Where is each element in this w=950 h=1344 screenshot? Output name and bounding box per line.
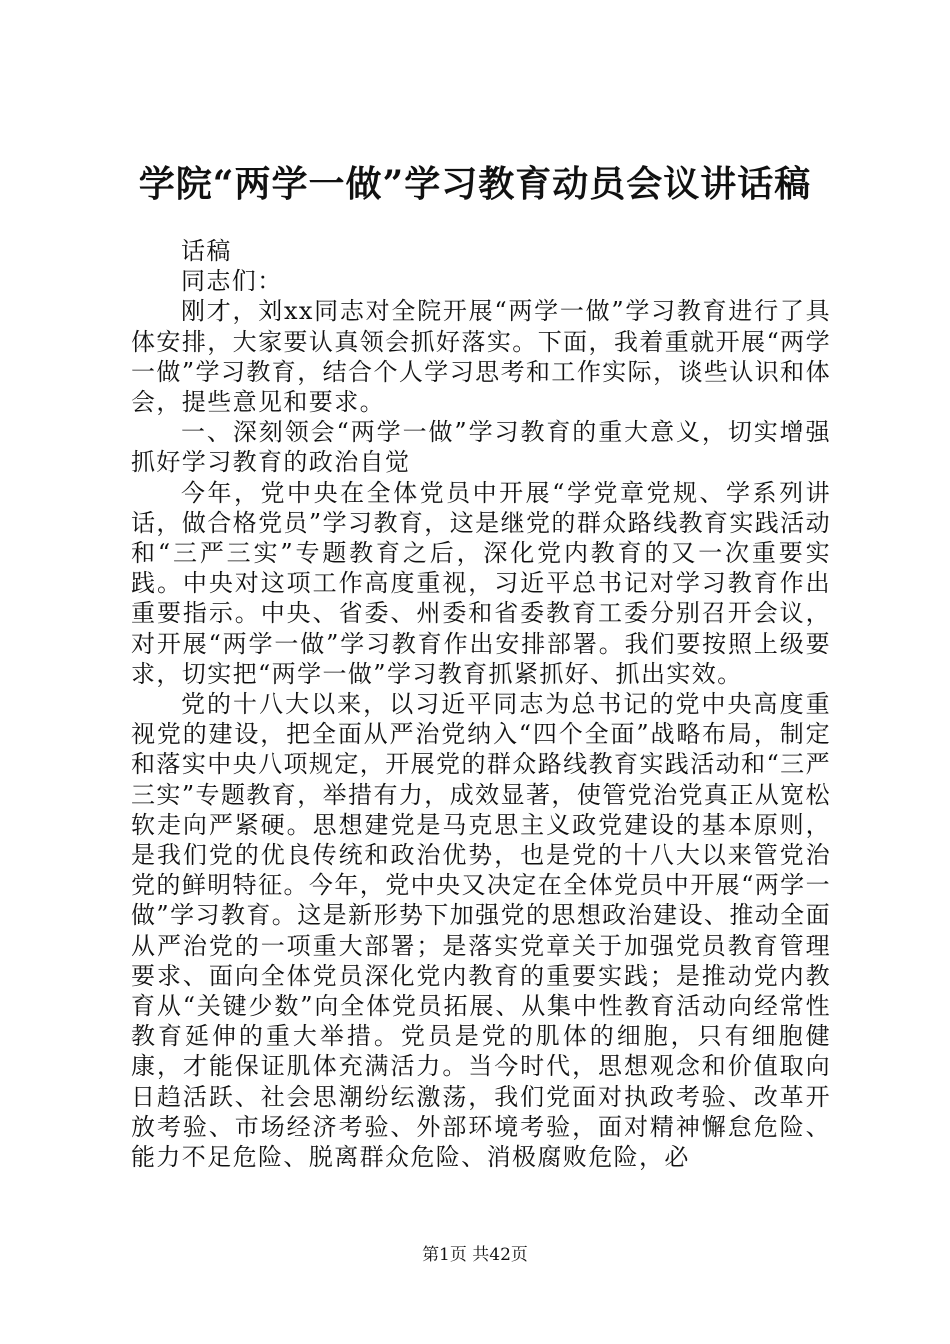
page-number-footer: 第1页 共42页: [422, 1245, 528, 1265]
section-heading-1: 一、深刻领会“两学一做”学习教育的重大意义，切实增强抓好学习教育的政治自觉: [131, 418, 831, 477]
paragraph-salutation: 同志们：: [181, 267, 283, 296]
paragraph-salutation-heading: 话稿: [181, 237, 232, 265]
paragraph-body: 今年，党中央在全体党员中开展“学党章党规、学系列讲话，做合格党员”学习教育，这是继党的群众路线教育实践活动和“三严三实”专题教育之后，深化党内教育的又一次重要实践。中央对这项工作高度重视，习近平总书记对学习教育作出重要指示。中央、省委、州委和省委教育工委分别召开会议，对开展“两学一做”学习教育作出安排部署。我们要按照上级要求，切实把“两学一做”学习教育抓紧抓好、抓出实效。: [131, 478, 831, 688]
document-body: [131, 236, 831, 1172]
document-title: 学院“两学一做”学习教育动员会议讲话稿: [138, 163, 812, 205]
paragraph-opening: 刚才，刘xx同志对全院开展“两学一做”学习教育进行了具体安排，大家要认真领会抓好落实。下面，我着重就开展“两学一做”学习教育，结合个人学习思考和工作实际，谈些认识和体会，提些意见和要求。: [131, 297, 831, 417]
paragraph-body: 党的十八大以来，以习近平同志为总书记的党中央高度重视党的建设，把全面从严治党纳入“四个全面”战略布局，制定和落实中央八项规定，开展党的群众路线教育实践活动和“三严三实”专题教育，举措有力，成效显著，使管党治党真正从宽松软走向严紧硬。思想建党是马克思主义政党建设的基本原则，是我们党的优良传统和政治优势，也是党的十八大以来管党治党的鲜明特征。今年，党中央又决定在全体党员中开展“两学一做”学习教育。这是新形势下加强党的思想政治建设、推动全面从严治党的一项重大部署；是落实党章关于加强党员教育管理要求、面向全体党员深化党内教育的重要实践；是推动党内教育从“关键少数”向全体党员拓展、从集中性教育活动向经常性教育延伸的重大举措。党员是党的肌体的细胞，只有细胞健康，才能保证肌体充满活力。当今时代，思想观念和价值取向日趋活跃、社会思潮纷纭激荡，我们党面对执政考验、改革开放考验、市场经济考验、外部环境考验，面对精神懈怠危险、能力不足危险、脱离群众危险、消极腐败危险，必: [131, 690, 831, 1172]
